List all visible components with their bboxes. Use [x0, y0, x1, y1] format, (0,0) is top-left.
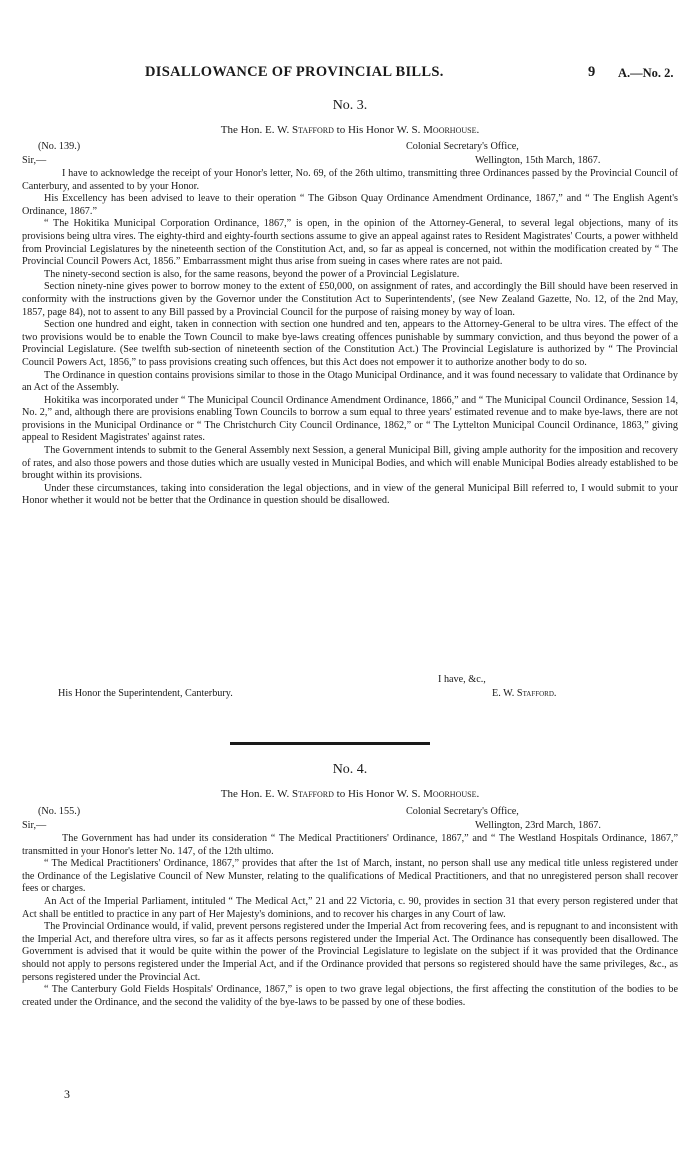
letter-3-office: Colonial Secretary's Office, — [406, 141, 519, 152]
paragraph: His Excellency has been advised to leave to their operation “ The Gibson Quay Ordinance Amendment Ordinance, 1867,” and “ The English Agent's Ordinance, 1867.” — [22, 193, 678, 217]
paragraph: The Government intends to submit to the General Assembly next Session, a general Municipal Bill, giving ample authority for the imposition and recovery of rates, and also those powers and those duties which are usually vested in Municipal Bodies, and which will enable Municipal Bodies already established to be brought within its provisions. — [22, 445, 678, 482]
signature-mark: 3 — [64, 1087, 70, 1101]
letter-4-place-date: Wellington, 23rd March, 1867. — [475, 820, 601, 831]
letter-3-place-date: Wellington, 15th March, 1867. — [475, 155, 601, 166]
letter-3-signature: E. W. Stafford. — [492, 688, 557, 699]
letter-3-recipient: His Honor the Superintendent, Canterbury. — [58, 688, 233, 699]
page-number: 9 — [588, 64, 596, 80]
paragraph: “ The Hokitika Municipal Corporation Ordinance, 1867,” is open, in the opinion of the Attorney-General, to several legal objections, many of its provisions being ultra vires. The eighty-third and eighty-fourth sections assume to give an appeal against rates to Resident Magistrates' Courts, a power withheld from Provincial Legislatures by the nineteenth section of the Constitution Act, and, so far as appeal is concerned, not within the modification created by “ The Provincial Council Powers Act, 1856.” Embarrassment might thus arise from sueing in cases where rates are not paid. — [22, 218, 678, 268]
paragraph: An Act of the Imperial Parliament, intituled “ The Medical Act,” 21 and 22 Victoria, c. 90, provides in section 31 that every person registered under that Act shall be entitled to practice in any part of Her Majesty's dominions, and to recover his charges in any Court of law. — [22, 895, 678, 920]
paragraph: Under these circumstances, taking into consideration the legal objections, and in view of the general Municipal Bill referred to, I would submit to your Honor whether it would not be better that the Ordinance in question should be disallowed. — [22, 482, 678, 507]
recipient-name: Moorhouse. — [423, 788, 480, 800]
letter-3-closing: I have, &c., — [438, 674, 486, 685]
letter-4-salutation: Sir,— — [22, 820, 47, 831]
letter-4-body — [22, 833, 678, 1009]
running-title: DISALLOWANCE OF PROVINCIAL BILLS. — [145, 64, 444, 80]
letter-4-office: Colonial Secretary's Office, — [406, 806, 519, 817]
recipient-name: Moorhouse. — [423, 124, 480, 136]
letter-4-heading: No. 4. — [332, 762, 368, 777]
paragraph: Section ninety-nine gives power to borrow money to the extent of £50,000, on assignment of rates, and accordingly the Bill should have been reserved in conformity with the instructions given by the Governor under the Constitution Act to Superintendents', (see New Zealand Gazette, No. 12, of the 2nd May, 1857, page 84), not to assent to any Bill passed by a Provincial Council for the purpose of raising money by way of loan. — [22, 281, 678, 318]
paragraph: The ninety-second section is also, for the same reasons, beyond the power of a Provincial Legislature. — [44, 268, 460, 280]
address-prefix: The Hon. E. W. — [220, 124, 290, 136]
letter-3-address — [0, 124, 700, 137]
sender-name: Stafford — [291, 124, 334, 136]
address-mid: to His Honor W. S. — [336, 788, 421, 800]
letter-3-salutation: Sir,— — [22, 155, 47, 166]
letter-4-ref-no: (No. 155.) — [38, 806, 81, 817]
paragraph: The Provincial Ordinance would, if valid, prevent persons registered under the Imperial Act from recovering fees, and is repugnant to and inconsistent with the Imperial Act, and therefore ultra vires, so far as it affects persons registered under the Imperial Act. The Ordinance has consequently been disallowed. The Government is advised that it would be quite within the power of the Provincial Legislature to legislate on the subject if it was provided that the Ordinance should not apply to persons registered under the Imperial Act, and if the Ordinance provided that persons so registered should have the same privileges, &c., as persons registered under the Provincial Act. — [22, 921, 678, 983]
paragraph: The Government has had under its consideration “ The Medical Practitioners' Ordinance, 1867,” and “ The Westland Hospitals Ordinance, 1867,” transmitted in your Honor's letter No. 147, of the 12th ultimo. — [22, 833, 678, 857]
letter-3-heading: No. 3. — [332, 98, 368, 113]
paragraph: Hokitika was incorporated under “ The Municipal Council Ordinance Amendment Ordinance, 1866,” and “ The Municipal Council Ordinance, Session 14, No. 2,” and, although there are provisions enabling Town Councils to borrow a sum equal to three years' estimated revenue and to make bye-laws, there are not provisions in the Municipal Ordinance or “ The Christchurch City Council Ordinance, 1862,” or “ The Lyttelton Municipal Council Ordinance, 1863,” giving appeal to Resident Magistrates' against rates. — [22, 394, 678, 444]
paragraph: “ The Medical Practitioners' Ordinance, 1867,” provides that after the 1st of March, instant, no person shall use any medical title unless registered under the Ordinance of the Legislative Council of New Munster, relating to the qualifications of Medical Practitioners, and that no unregistered person shall recover fees or charges. — [22, 858, 678, 895]
paper-reference: A.—No. 2. — [618, 66, 674, 80]
sender-name: Stafford — [291, 788, 334, 800]
paragraph: The Ordinance in question contains provisions similar to those in the Otago Municipal Ordinance, and it was found necessary to validate that Ordinance by an Act of the Assembly. — [22, 369, 678, 394]
letter-4-address — [0, 788, 700, 801]
paragraph: “ The Canterbury Gold Fields Hospitals' Ordinance, 1867,” is open to two grave legal objections, the first affecting the constitution of the bodies to be created under the Ordinance, and the second the validity of the bye-laws to be passed by one of these bodies. — [22, 984, 678, 1008]
address-prefix: The Hon. E. W. — [220, 788, 290, 800]
section-divider — [230, 742, 430, 745]
letter-3-ref-no: (No. 139.) — [38, 141, 81, 152]
paragraph: I have to acknowledge the receipt of your Honor's letter, No. 69, of the 26th ultimo, transmitting three Ordinances passed by the Provincial Council of Canterbury, and assented to by your Honor. — [22, 168, 678, 192]
letter-3-body — [22, 168, 678, 508]
paragraph: Section one hundred and eight, taken in connection with section one hundred and ten, appears to the Attorney-General to be ultra vires. The effect of the two provisions would be to enable the Town Council to make bye-laws creating offences punishable by summary conviction, and thus beyond the power of a Provincial Legislature. (See twelfth sub-section of nineteenth section of the Constitution Act.) The Provincial Legislature is authorized by “ The Provincial Council Powers Act, 1856,” to pass provisions creating such offences, but this Act does not empower it to authorize another body to do so. — [22, 319, 678, 368]
address-mid: to His Honor W. S. — [336, 124, 421, 136]
